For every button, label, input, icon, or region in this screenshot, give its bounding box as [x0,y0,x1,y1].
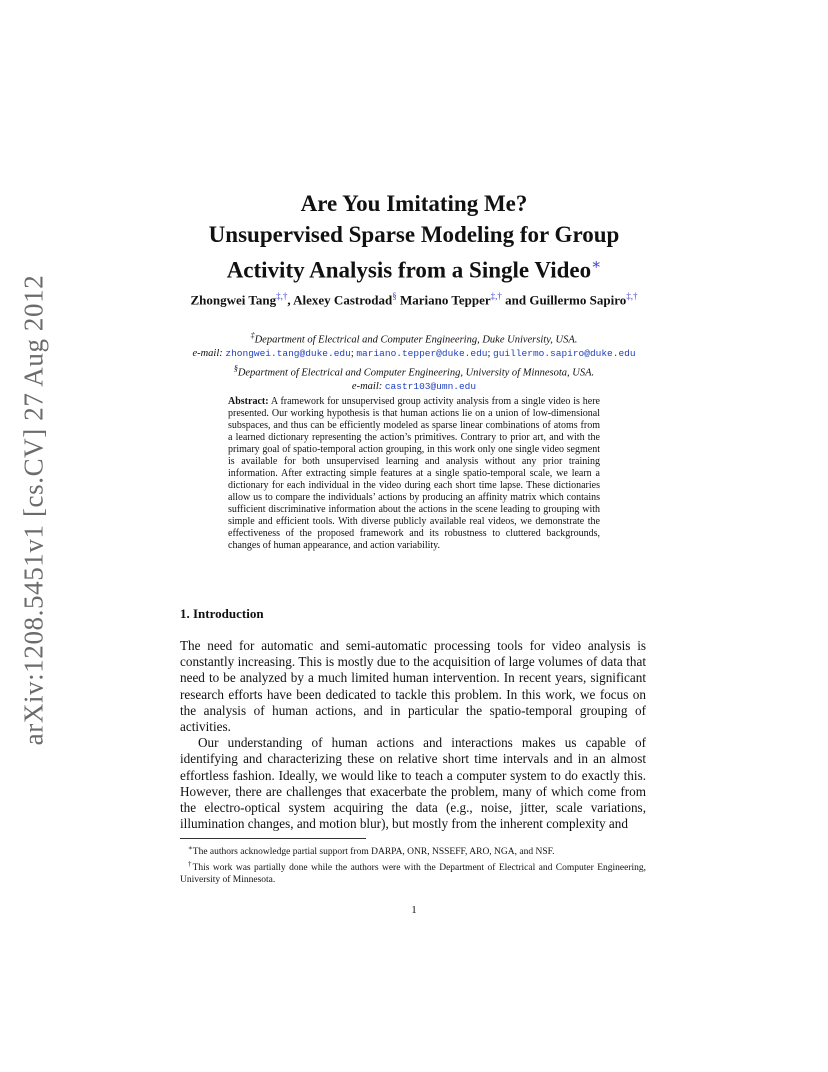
arxiv-identifier: arXiv:1208.5451v1 [cs.CV] 27 Aug 2012 [18,274,49,746]
affiliation-duke-emails [150,347,678,360]
author-list [170,288,658,308]
footnote-text: This work was partially done while the authors were with the Department of Electrical and Computer Engineering, University of Minnesota. [180,863,647,886]
title-line-3 [150,250,678,286]
footnote-divider [180,838,366,839]
author-castrodad-marks[interactable]: § [392,291,397,301]
page-number: 1 [411,904,417,916]
author-tepper-marks[interactable]: ‡,† [490,291,502,301]
author-tepper: Mariano Tepper [396,292,491,308]
footnotes [180,842,646,886]
title-line-2: Unsupervised Sparse Modeling for Group [208,222,620,247]
affiliation-umn-mark: § [233,364,238,373]
affiliation-umn-dept-text: Department of Electrical and Computer Engineering, University of Minnesota, USA. [237,367,595,379]
paragraph: The need for automatic and semi-automatic processing tools for video analysis is constantly increasing. This is mostly due to the acquisition of large volumes of data that need to be analyzed by a much limited human intervention. In recent years, significant research efforts have been dedicated to tackle this problem. In this work, we focus on the analysis of human actions, and in particular the spatio-temporal grouping of activities. [180,638,646,735]
title-line-1: Are You Imitating Me? [300,191,528,216]
abstract-text: A framework for unsupervised group activity analysis from a single video is here presented. Our working hypothesis is that human actions lie on a union of low-dimensional subspaces, and thus can be efficiently modeled as sparse linear combinations of atoms from a learned dictionary representing the action’s primitives. Contrary to prior art, and with the primary goal of spatio-temporal action grouping, in this work only one single video segment is available for both unsupervised learning and analysis without any prior training information. After extracting simple features at a single spatio-temporal scale, we learn a dictionary for each individual in the video during each short time lapse. These dictionaries allow us to compare the individuals’ actions by producing an affinity matrix which contains sufficient discriminative information about the actions in the scene leading to grouping with simple and efficient tools. With diverse publicly available real videos, we demonstrate the effectiveness of the proposed framework and its robustness to cluttered backgrounds, changes of human appearance, and action variability. [228,396,600,551]
email-separator: ; [487,347,494,359]
title-line-3-text: Activity Analysis from a Single Video [226,257,592,283]
email-label: e-mail: [192,347,226,359]
author-sapiro: and Guillermo Sapiro [501,292,627,308]
abstract-label: Abstract: [228,396,269,407]
section-heading-introduction: 1. Introduction [180,606,264,621]
affiliation-duke-mark: ‡ [250,331,255,340]
email-sapiro-link[interactable]: guillermo.sapiro@duke.edu [493,347,636,359]
footnote-mark: ∗ [188,844,193,852]
footnote-mark: † [188,860,193,869]
affiliation-duke [150,329,678,360]
affiliation-umn [150,362,678,393]
paper-title [150,188,678,286]
email-separator: ; [350,347,357,359]
affiliation-duke-dept-text: Department of Electrical and Computer Engineering, Duke University, USA. [254,334,578,346]
affiliation-duke-dept [150,329,678,347]
email-castrodad-link[interactable]: castr103@umn.edu [384,380,477,392]
title-footnote-link[interactable]: ∗ [591,257,602,273]
author-castrodad: , Alexey Castrodad [287,292,393,308]
author-tang-marks[interactable]: ‡,† [276,291,288,301]
email-tang-link[interactable]: zhongwei.tang@duke.edu [225,347,351,359]
affiliation-umn-emails [150,380,678,393]
footnote-affiliation [180,858,646,886]
footnote-funding [180,842,646,858]
arxiv-sidebar [12,250,56,770]
author-tang: Zhongwei Tang [190,292,277,308]
footnote-text: The authors acknowledge partial support from DARPA, ONR, NSSEFF, ARO, NGA, and NSF. [192,847,555,858]
email-label: e-mail: [351,380,385,392]
abstract [228,396,600,552]
email-tepper-link[interactable]: mariano.tepper@duke.edu [356,347,488,359]
author-sapiro-marks[interactable]: ‡,† [626,291,638,301]
affiliation-umn-dept [150,362,678,380]
introduction-body [180,638,646,832]
paragraph: Our understanding of human actions and interactions makes us capable of identifying and characterizing these on relative short time intervals and in an almost effortless fashion. Ideally, we would like to teach a computer system to do exactly this. However, there are challenges that exacerbate the problem, many of which come from the electro-optical system acquiring the data (e.g., noise, jitter, scale variations, illumination changes, and motion blur), but mostly from the inherent complexity and [180,735,646,832]
